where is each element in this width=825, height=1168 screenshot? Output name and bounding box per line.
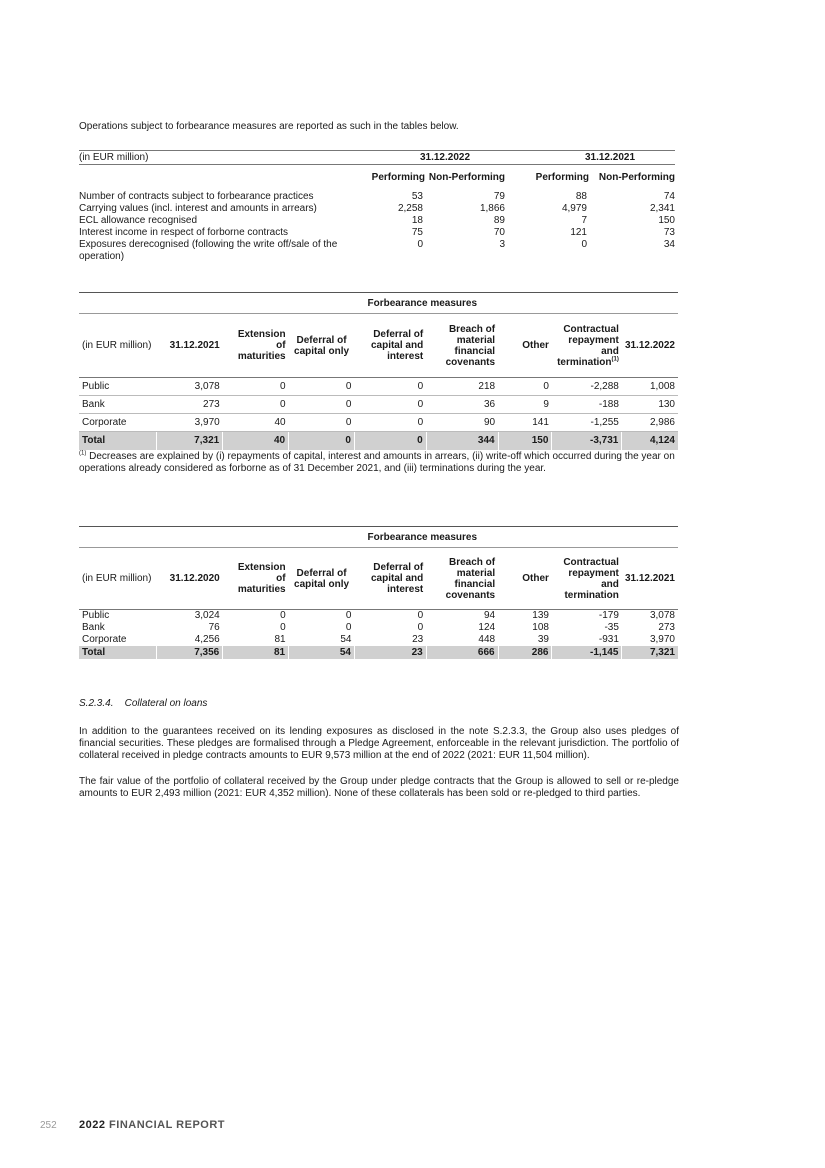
forbearance-summary-table	[79, 150, 675, 263]
paragraph-collateral-1: In addition to the guarantees received on its lending exposures as disclosed in the note S.2.3.3, the Group also uses pledges of financial securities. These pledges are formalised through a Pledge Agreement, enforceable in the relevant jurisdiction. The portfolio of collateral received in pledge contracts amounts to EUR 9,573 million at the end of 2022 (2021: EUR 11,504 million).	[79, 726, 679, 761]
table-row: Corporate 4,256 81 54 23 448 39 -931 3,970	[82, 634, 675, 645]
table2-footnote: $^{(1)}$ Decreases are explained by (i) repayments of capital, interest and amounts in arrears, (ii) write-off which occurred during the year on operations already considered as forborne as of 31 December 2021, and (iii) terminations during the year.	[79, 450, 675, 474]
forbearance-movements-2022-table	[79, 292, 678, 450]
table3-group-header: Forbearance measures	[79, 527, 678, 548]
table-total-row: Total 7,321 40 0 0 344 150 -3,731 4,124	[79, 432, 678, 450]
paragraph-collateral-2: The fair value of the portfolio of collateral received by the Group under pledge contracts that the Group is allowed to sell or re-pledge amounts to EUR 2,493 million (2021: EUR 4,352 million). None of these collaterals has been sold or re-pledged to third parties.	[79, 776, 679, 799]
table2-column-headers: (in EUR million) 31.12.2021 Extension of maturities Deferral of capital only Deferral of capital and interest Breach of material financial covenants Other Contractual repayment and termination$^{(1)}$ 31.12.2022	[79, 314, 678, 378]
forbearance-movements-2021-table	[79, 526, 678, 659]
col-performing-2021: Performing	[535, 172, 589, 183]
table-row: Corporate 3,970 40 0 0 90 141 -1,255 2,986	[79, 414, 678, 432]
section-title: Collateral on loans	[124, 698, 208, 709]
table-row: Exposures derecognised (following the write off/sale of the operation) 0 3 0 34	[79, 239, 675, 262]
col-nonperforming-2022: Non-Performing	[428, 172, 505, 183]
col-performing-2022: Performing	[371, 172, 425, 183]
table1-header	[79, 151, 675, 165]
table-row: Interest income in respect of forborne contracts 75 70 121 73	[79, 227, 675, 238]
section-heading	[79, 698, 207, 709]
table-row: Public 3,024 0 0 0 94 139 -179 3,078	[82, 610, 675, 621]
page-number: 252	[40, 1120, 57, 1131]
table-row: Bank 76 0 0 0 124 108 -35 273	[82, 622, 675, 633]
table3-column-headers: (in EUR million) 31.12.2020 Extension of maturities Deferral of capital only Deferral of capital and interest Breach of material financial covenants Other Contractual repayment and termination 31.12.2021	[79, 548, 678, 610]
table-row: Bank 273 0 0 0 36 9 -188 130	[79, 396, 678, 414]
table-row: Carrying values (incl. interest and amounts in arrears) 2,258 1,866 4,979 2,341	[79, 203, 675, 214]
table-row: Public 3,078 0 0 0 218 0 -2,288 1,008	[79, 378, 678, 396]
table1-period-2021: 31.12.2021	[505, 151, 675, 165]
table1-period-2022: 31.12.2022	[345, 151, 505, 165]
table-total-row: Total 7,356 81 54 23 666 286 -1,145 7,321	[79, 646, 678, 659]
intro-text: Operations subject to forbearance measures are reported as such in the tables below.	[79, 121, 459, 132]
col-nonperforming-2021: Non-Performing	[598, 172, 675, 183]
section-number: S.2.3.4.	[79, 698, 114, 709]
table-row: Number of contracts subject to forbearance practices 53 79 88 74	[79, 191, 675, 202]
table1-unit: (in EUR million)	[79, 151, 345, 165]
table2-group-header: Forbearance measures	[79, 293, 678, 314]
table-row: ECL allowance recognised 18 89 7 150	[79, 215, 675, 226]
footer-report-title: 2022 FINANCIAL REPORT	[79, 1119, 226, 1131]
table1-subheader	[79, 165, 675, 192]
